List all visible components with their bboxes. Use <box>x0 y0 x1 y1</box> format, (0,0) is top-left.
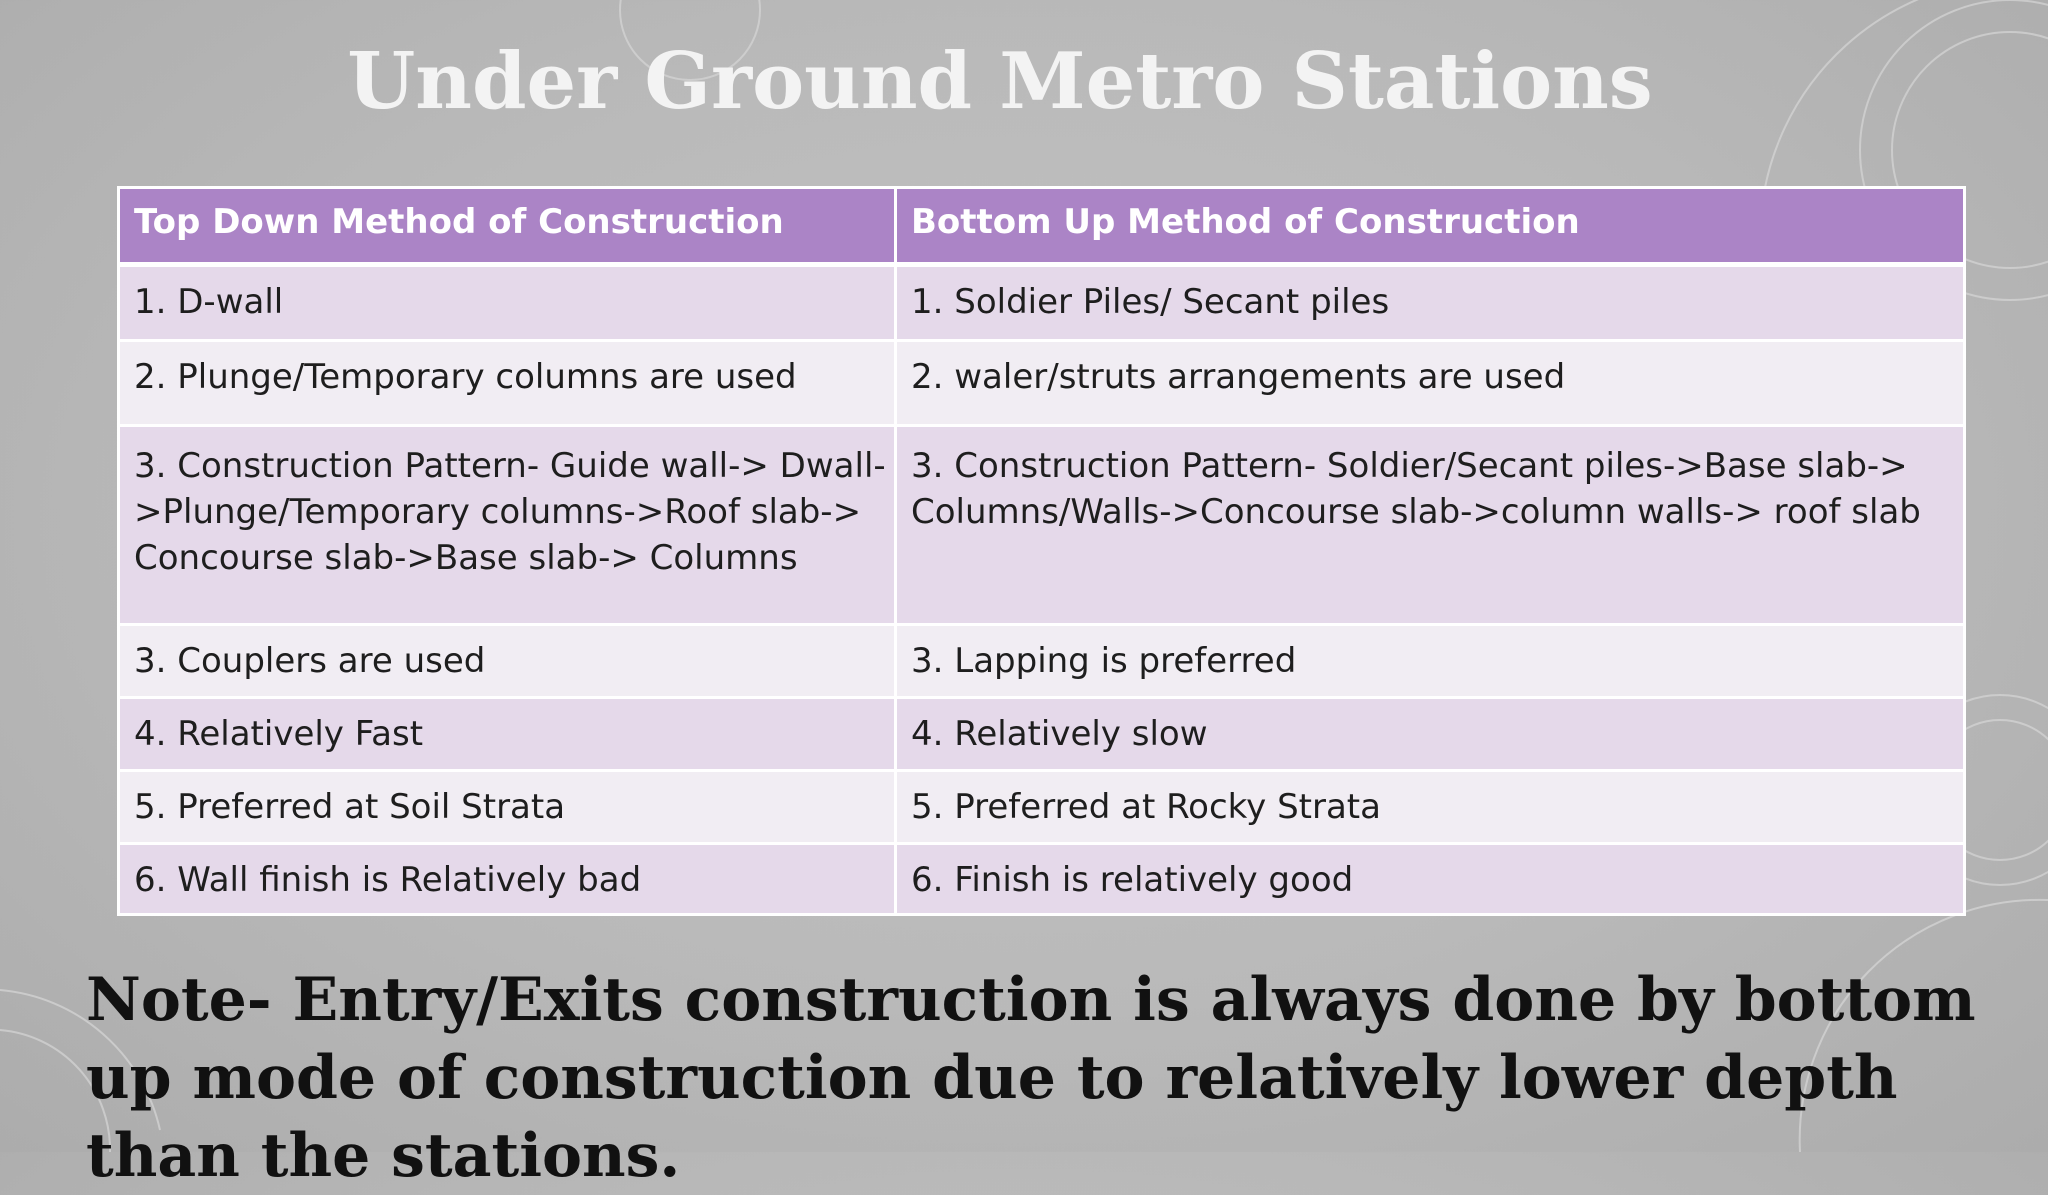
table-row <box>119 698 1965 771</box>
cell-line: 3. Construction Pattern- Guide wall-> Dwall- <box>134 446 886 486</box>
bottom-up-cell: 2. waler/struts arrangements are used <box>896 341 1965 426</box>
cell-line: 3. Construction Pattern- Soldier/Secant piles->Base slab-> <box>911 446 1908 486</box>
bottom-up-cell: 3. Lapping is preferred <box>896 625 1965 698</box>
header-bottom-up: Bottom Up Method of Construction <box>896 188 1965 265</box>
slide-title: Under Ground Metro Stations <box>347 36 1653 127</box>
table-row <box>119 771 1965 844</box>
cell-line: Concourse slab->Base slab-> Columns <box>134 538 798 578</box>
footnote-text: Note- Entry/Exits construction is always done by bottom up mode of construction due to relatively lower depth than the stations. <box>86 965 1976 1191</box>
bottom-up-cell <box>896 426 1965 625</box>
table-row <box>119 426 1965 625</box>
header-top-down: Top Down Method of Construction <box>119 188 896 265</box>
cell-line: Columns/Walls->Concourse slab->column walls-> roof slab <box>911 492 1921 532</box>
bottom-up-cell: 4. Relatively slow <box>896 698 1965 771</box>
bottom-up-cell: 6. Finish is relatively good <box>896 844 1965 915</box>
top-down-cell: 2. Plunge/Temporary columns are used <box>119 341 896 426</box>
top-down-cell: 4. Relatively Fast <box>119 698 896 771</box>
comparison-table-container <box>117 186 1963 916</box>
top-down-cell: 1. D-wall <box>119 265 896 341</box>
table-row <box>119 844 1965 915</box>
top-down-cell: 5. Preferred at Soil Strata <box>119 771 896 844</box>
table-row <box>119 625 1965 698</box>
bottom-up-cell: 5. Preferred at Rocky Strata <box>896 771 1965 844</box>
comparison-table <box>117 186 1966 916</box>
top-down-cell <box>119 426 896 625</box>
table-row <box>119 265 1965 341</box>
top-down-cell: 3. Couplers are used <box>119 625 896 698</box>
cell-line: >Plunge/Temporary columns->Roof slab-> <box>134 492 862 532</box>
table-row <box>119 341 1965 426</box>
top-down-cell: 6. Wall finish is Relatively bad <box>119 844 896 915</box>
table-header-row <box>119 188 1965 265</box>
bottom-up-cell: 1. Soldier Piles/ Secant piles <box>896 265 1965 341</box>
